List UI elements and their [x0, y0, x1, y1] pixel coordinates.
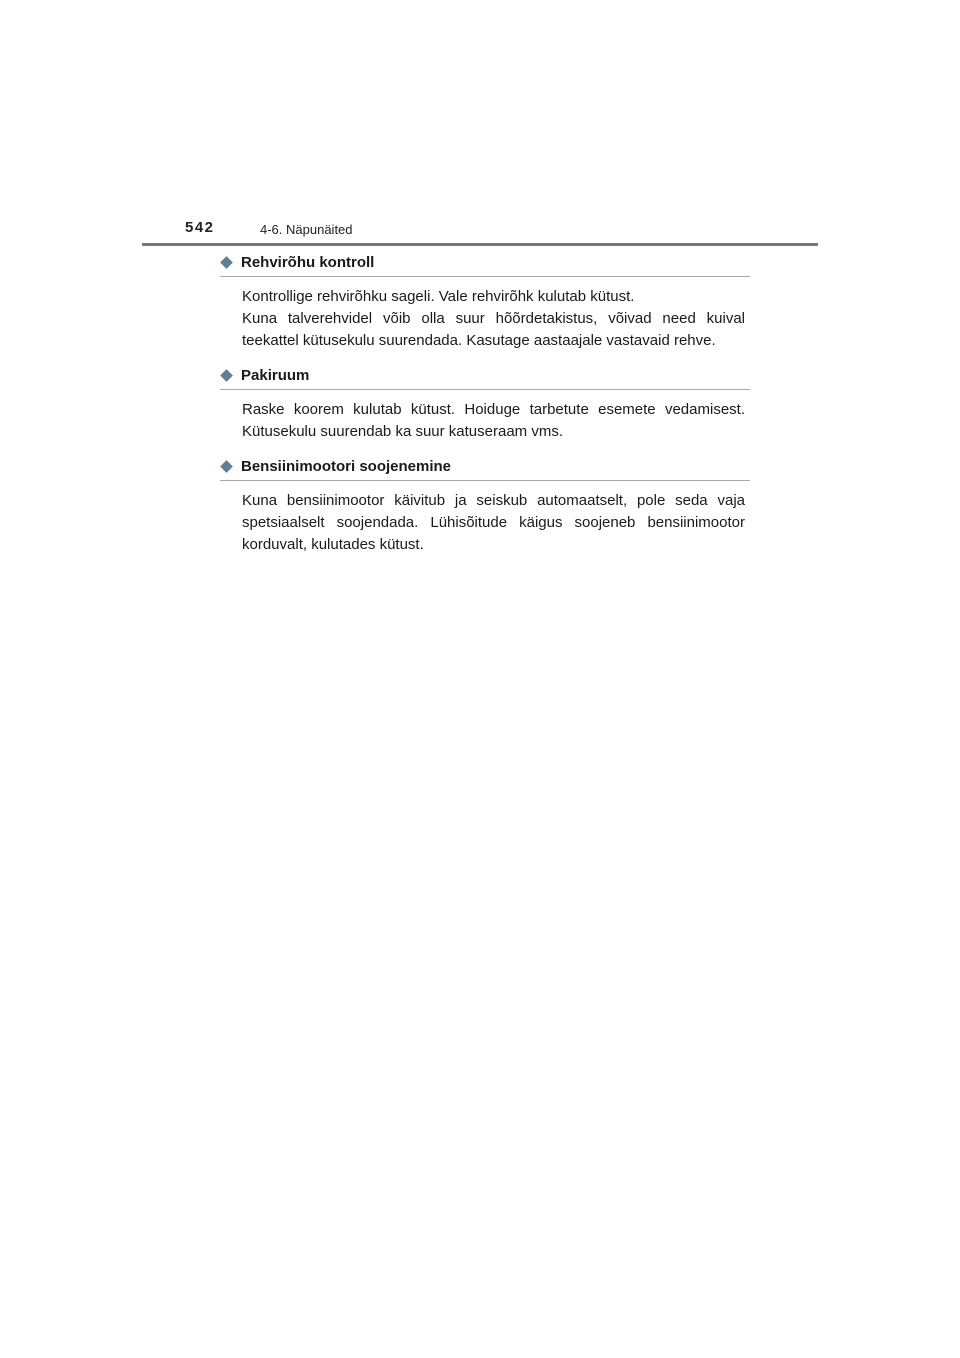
luggage-body	[242, 399, 745, 443]
engine-warmup-heading	[220, 457, 750, 481]
engine-warmup-paragraph-1: Kuna bensiinimootor käivitub ja seiskub automaatselt, pole seda vaja spetsiaalselt soojendada. Lühisõitude käigus soojeneb bensiinimootor korduvalt, kulutades kütust.	[242, 492, 745, 553]
tire-pressure-paragraph-1: Kontrollige rehvirõhku sageli. Vale rehvirõhk kulutab kütust.	[242, 288, 635, 305]
tire-pressure-body	[242, 286, 745, 352]
tire-pressure-paragraph-2: Kuna talverehvidel võib olla suur hõõrdetakistus, võivad need kuival teekattel kütusekulu suurendada. Kasutage aastaajale vastavaid rehve.	[242, 310, 745, 349]
tire-pressure-heading	[220, 253, 750, 277]
luggage-section	[220, 366, 750, 443]
tire-pressure-section	[220, 253, 750, 352]
section-title: 4-6. Näpunäited	[260, 222, 353, 237]
luggage-paragraph-1: Raske koorem kulutab kütust. Hoiduge tarbetute esemete vedamisest. Kütusekulu suurendab ka suur katuseraam vms.	[242, 401, 745, 440]
diamond-bullet-icon	[220, 460, 233, 473]
luggage-heading	[220, 366, 750, 390]
engine-warmup-section	[220, 457, 750, 556]
diamond-bullet-icon	[220, 256, 233, 269]
engine-warmup-title: Bensiinimootori soojenemine	[241, 458, 452, 475]
page-number: 542	[185, 219, 215, 236]
diamond-bullet-icon	[220, 369, 233, 382]
luggage-title: Pakiruum	[241, 367, 310, 384]
main-content	[220, 253, 750, 570]
header-divider	[142, 243, 818, 246]
engine-warmup-body	[242, 490, 745, 556]
tire-pressure-title: Rehvirõhu kontroll	[241, 254, 375, 271]
